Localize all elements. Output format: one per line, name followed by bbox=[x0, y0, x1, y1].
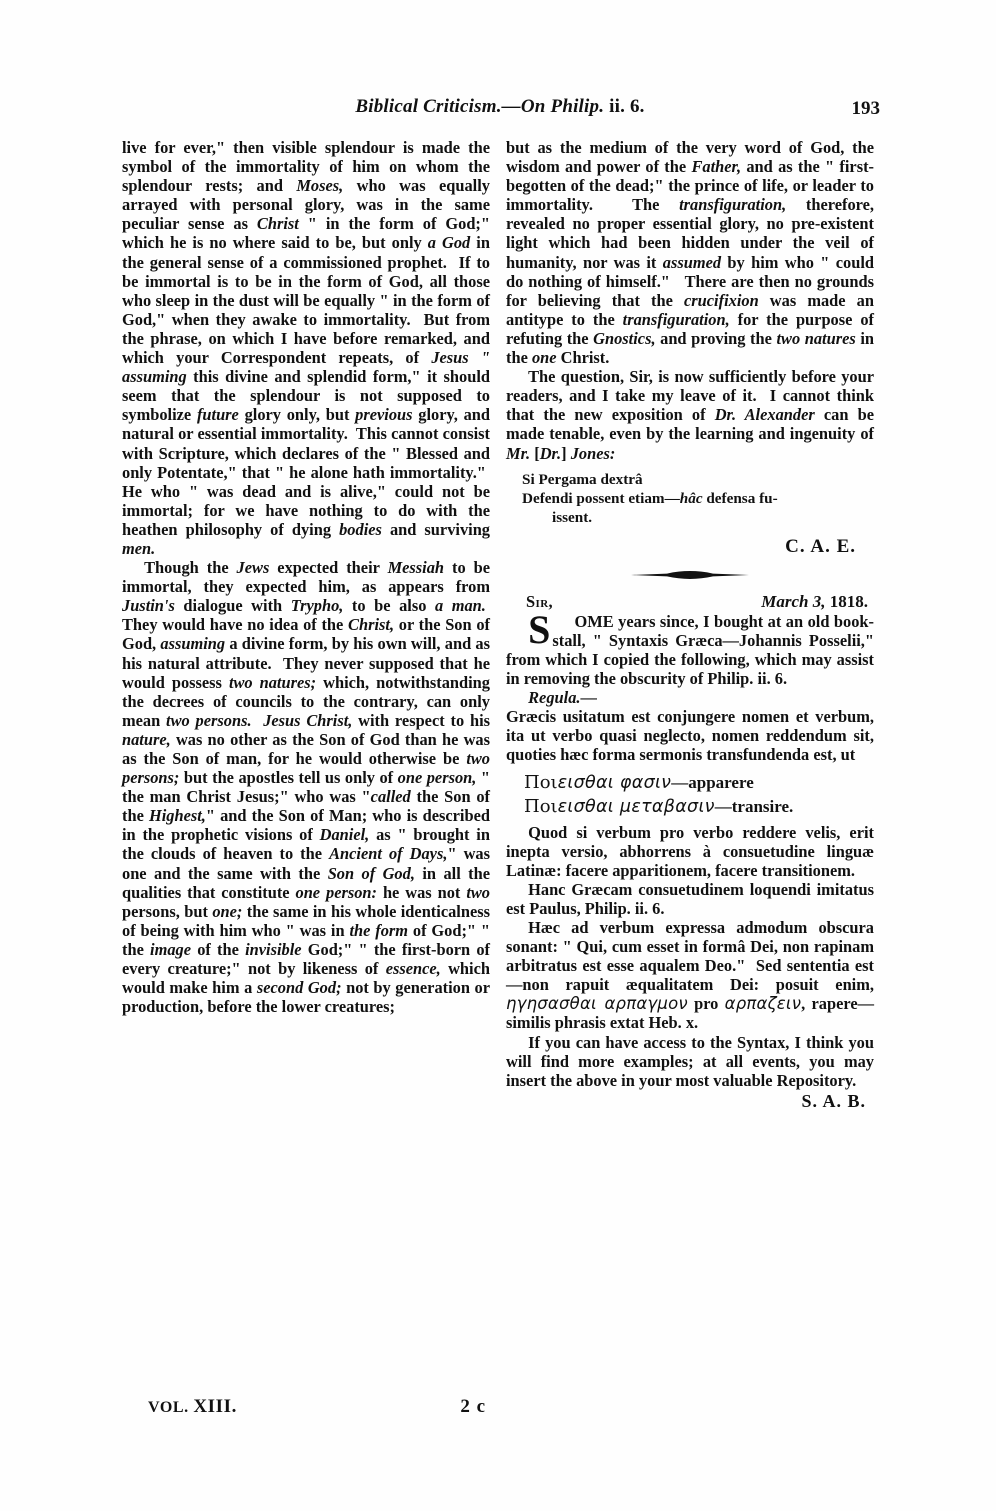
latin-verse-quotation bbox=[506, 470, 874, 527]
page-number: 193 bbox=[851, 98, 880, 119]
verse-line-3: issent. bbox=[552, 508, 593, 526]
paragraph-question-sir: The question, Sir, is now sufficiently before your readers, and I take my leave of it. I cannot think that the new exposition of Dr. Alexander can be made tenable, even by the learning and ingenuity of Mr. [Dr.] Jones: bbox=[506, 367, 875, 463]
running-head bbox=[120, 96, 880, 126]
greek-gloss-2: —transire. bbox=[714, 796, 794, 816]
paragraph-letter-closing: If you can have access to the Syntax, I think you will find more examples; at all events, you may insert the above in your most valuable Repository. bbox=[506, 1032, 874, 1090]
paragraph-latin-2: Quod si verbum pro verbo reddere velis, erit inepta versio, abhorrens à consuetudine linguæ Latinæ: facere apparitionem, facere transitionem. bbox=[506, 822, 874, 880]
verse-line-1: Si Pergama dextrâ bbox=[522, 470, 643, 488]
salutation: Sir, bbox=[526, 591, 554, 611]
right-column bbox=[506, 138, 874, 1111]
running-head-title-italic: Biblical Criticism.—On Philip. bbox=[355, 96, 605, 117]
dateline: March 3, 1818. bbox=[761, 591, 868, 611]
running-head-title bbox=[120, 96, 880, 118]
paragraph-latin-4: Hæc ad verbum expressa admodum obscura sonant: " Qui, cum esset in formâ Dei, non rapinam arbitratus est esse aqualem Deo." Sed sententia est —non rapuit æqualitatem Dei: posuit enim, ηγησασθαι αρπαγμον pro αρπαζειν, rapere—similis phrasis extat Heb. x. bbox=[506, 918, 875, 1033]
letter-heading bbox=[506, 592, 874, 611]
paragraph-latin-rule: Græcis usitatum est conjungere nomen et verbum, ita ut verbo quasi neglecto, nomen reddendum sit, quoties hæc forma sermonis transfundenda est, ut bbox=[506, 707, 874, 765]
paragraph-medium-of-word: but as the medium of the very word of God, the wisdom and power of the Father, and as the " first-begotten of the dead;" the prince of life, or leader to immortality. The transfiguration, therefore, revealed no proper essential glory, no pre-existent light which had been hidden under the veil of humanity, nor was it assumed by him who " could do nothing of himself." There are then no grounds for believing that the crucifixion was made an antitype to the transfiguration, for the purpose of refuting the Gnostics, and proving the two natures in the one Christ. bbox=[506, 138, 874, 368]
greek-line-1: Ποιεισθαι φασιν—apparere bbox=[524, 771, 754, 793]
left-column bbox=[122, 138, 490, 1016]
ornament-divider bbox=[506, 562, 874, 588]
greek-gloss-1: —apparere bbox=[671, 772, 754, 792]
greek-examples bbox=[506, 771, 874, 819]
greek-inline-2: αρπαζειν bbox=[724, 994, 802, 1014]
signature-second-letter: S. A. B. bbox=[801, 1090, 866, 1111]
paragraph-jews-messiah: Though the Jews expected their Messiah to be immortal, they expected him, as appears from Justin's dialogue with Trypho, to be also a man. They would have no idea of the Christ, or the Son of God, assuming a divine form, by his own will, and as his natural attribute. They never supposed that he would possess two natures; which, notwithstanding the decrees of councils to the contrary, can only mean two persons. Jesus Christ, with respect to his nature, was no other as the Son of God than he was as the Son of man, for he would otherwise be two persons; but the apostles tell us only of one person, " the man Christ Jesus;" who was "called the Son of the Highest," and the Son of Man; who is described in the prophetic visions of Daniel, as " brought in the clouds of heaven to the Ancient of Days," was one and the same with the Son of God, in all the qualities that constitute one person: he was not two persons, but one; the same in his whole identicalness of being with him who " was in the form of God;" " the image of the invisible God;" " the first-born of every creature;" not by likeness of essence, which would make him a second God; not by generation or production, before the lower creatures; bbox=[122, 558, 491, 1017]
regula-heading: Regula.— bbox=[528, 688, 597, 708]
greek-inline-1: ηγησασθαι αρπαγμον bbox=[506, 994, 688, 1014]
paragraph-letter-opening: S OME years since, I bought at an old book-stall, " Syntaxis Græca—Johannis Posselii," from which I copied the following, which may assist in removing the obscurity of Philip. ii. 6. bbox=[506, 606, 874, 689]
sheet-signature-mark: 2 c bbox=[460, 1396, 486, 1417]
signature-first-letter: C. A. E. bbox=[785, 535, 856, 557]
paragraph-latin-3: Hanc Græcam consuetudinem loquendi imitatus est Paulus, Philip. ii. 6. bbox=[506, 879, 874, 918]
paragraph-continued: live for ever," then visible splendour is made the symbol of the immortality of him on whom the splendour rests; and Moses, who was equally arrayed with personal glory, was in the same peculiar sense as Christ " in the form of God;" which he is no where said to be, but only a God in the general sense of a commissioned prophet. If to be immortal is to be in the form of God, all those who sleep in the dust will be equally " in the form of God," when they awake to immortality. But from the phrase, on which I have before remarked, and which your Correspondent repeats, of Jesus " assuming this divine and splendid form," it should seem that the splendour is not supposed to symbolize future glory only, but previous glory, and natural or essential immortality. This cannot consist with Scripture, which declares of the " Blessed and only Potentate," that " he alone hath immortality." He who " was dead and is alive," could not be immortal; for we have nothing to do with the heathen philosophy of dying bodies and surviving men. bbox=[122, 138, 491, 558]
verse-line-2: Defendi possent etiam—hâc defensa fu- bbox=[522, 489, 778, 507]
lens-ornament-icon bbox=[629, 568, 751, 582]
volume-label: VOL. XIII. bbox=[148, 1396, 238, 1417]
running-head-title-upright: ii. 6. bbox=[604, 96, 645, 117]
foot-line bbox=[122, 1396, 490, 1418]
greek-line-2: Ποιεισθαι μεταβασιν—transire. bbox=[524, 795, 794, 817]
drop-cap: S bbox=[528, 606, 551, 652]
